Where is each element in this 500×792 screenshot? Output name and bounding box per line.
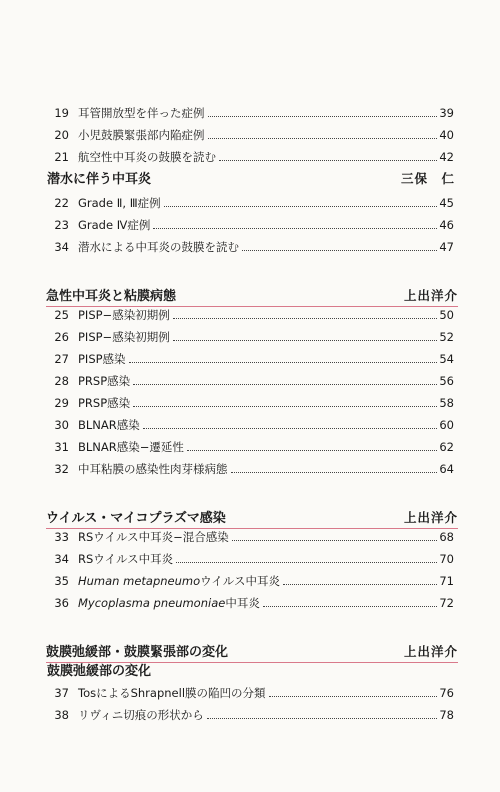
entry-number: 31	[54, 440, 69, 454]
page-number: 42	[439, 150, 454, 164]
page-number: 68	[439, 530, 454, 544]
page-number: 78	[439, 708, 454, 722]
toc-entry	[50, 370, 454, 388]
entry-title: 耳管開放型を伴った症例	[78, 106, 205, 120]
entry-number: 37	[54, 686, 69, 700]
dot-leader	[207, 718, 438, 719]
entry-title: リヴィニ切痕の形状から	[78, 708, 204, 722]
entry-title: 中耳粘膜の感染性肉芽様病態	[78, 462, 228, 476]
entry-number: 33	[54, 530, 69, 544]
dot-leader	[176, 562, 437, 563]
heading-author: 三保 仁	[400, 171, 455, 186]
heading-author: 上出洋介	[403, 510, 458, 525]
page-number: 58	[439, 396, 454, 410]
dot-leader	[173, 340, 438, 341]
heading-title: ウイルス・マイコプラズマ感染	[46, 511, 226, 526]
toc-entry	[50, 458, 454, 476]
entry-title: TosによるShrapnell膜の陥凹の分類	[78, 686, 266, 700]
dot-leader	[133, 384, 437, 385]
entry-number: 32	[54, 462, 69, 476]
entry-title: Grade Ⅱ, Ⅲ症例	[78, 196, 161, 210]
entry-number: 23	[54, 218, 69, 232]
toc-entry	[50, 348, 454, 366]
toc-entry	[50, 304, 454, 322]
entry-number: 34	[54, 240, 69, 254]
dot-leader	[242, 250, 437, 251]
page-number: 72	[439, 596, 454, 610]
entry-title: PRSP感染	[78, 396, 131, 410]
entry-title: 航空性中耳炎の鼓膜を読む	[78, 150, 216, 164]
toc-entry	[50, 146, 454, 164]
entry-title: RSウイルス中耳炎	[78, 552, 174, 566]
toc-entry	[50, 236, 454, 254]
page-number: 60	[439, 418, 454, 432]
entry-title: PISP−感染初期例	[78, 308, 170, 322]
entry-number: 35	[54, 574, 69, 588]
entry-number: 34	[54, 552, 69, 566]
toc-entry	[50, 592, 454, 610]
heading-title: 潜水に伴う中耳炎	[47, 172, 152, 187]
entry-number: 20	[54, 128, 69, 142]
page-number: 46	[439, 218, 454, 232]
dot-leader	[164, 206, 438, 207]
dot-leader	[187, 450, 437, 451]
entry-title: PISP−感染初期例	[78, 330, 170, 344]
entry-title: BLNAR感染	[78, 418, 140, 432]
page-number: 71	[439, 574, 454, 588]
entry-number: 29	[54, 396, 69, 410]
entry-number: 38	[54, 708, 69, 722]
entry-title-italic: Human metapneumo	[78, 574, 201, 588]
dot-leader	[232, 540, 438, 541]
page-number: 45	[439, 196, 454, 210]
page-number: 62	[439, 440, 454, 454]
toc-entry	[50, 124, 454, 142]
page-number: 39	[439, 106, 454, 120]
heading-title: 鼓膜弛緩部の変化	[47, 664, 152, 679]
heading-title: 鼓膜弛緩部・鼓膜緊張部の変化	[46, 645, 229, 660]
dot-leader	[133, 406, 437, 407]
entry-number: 36	[54, 596, 69, 610]
dot-leader	[208, 138, 438, 139]
page-number: 50	[439, 308, 454, 322]
entry-number: 28	[54, 374, 69, 388]
dot-leader	[231, 472, 438, 473]
page-number: 70	[439, 552, 454, 566]
page-number: 76	[439, 686, 454, 700]
entry-title: RSウイルス中耳炎−混合感染	[78, 530, 229, 544]
toc-entry	[50, 414, 454, 432]
toc-entry	[50, 392, 454, 410]
page-number: 56	[439, 374, 454, 388]
dot-leader	[153, 228, 437, 229]
page-number: 54	[439, 352, 454, 366]
page-number: 64	[439, 462, 454, 476]
entry-number: 22	[54, 196, 69, 210]
toc-entry	[50, 526, 454, 544]
entry-title-italic: Mycoplasma pneumoniae	[78, 596, 226, 610]
heading-author: 上出洋介	[403, 288, 458, 303]
entry-title: Mycoplasma pneumoniae中耳炎	[78, 596, 260, 610]
dot-leader	[129, 362, 438, 363]
dot-leader	[269, 696, 438, 697]
page-number: 40	[439, 128, 454, 142]
toc-entry	[50, 570, 454, 588]
entry-number: 27	[54, 352, 69, 366]
toc-entry	[50, 102, 454, 120]
heading-author: 上出洋介	[403, 644, 458, 659]
toc-entry	[50, 214, 454, 232]
subsection-heading	[47, 168, 455, 187]
entry-number: 21	[54, 150, 69, 164]
heading-title: 急性中耳炎と粘膜病態	[46, 289, 177, 304]
dot-leader	[219, 160, 437, 161]
toc-entry	[50, 548, 454, 566]
dot-leader	[208, 116, 438, 117]
page-number: 47	[439, 240, 454, 254]
dot-leader	[283, 584, 437, 585]
page-number: 52	[439, 330, 454, 344]
dot-leader	[173, 318, 438, 319]
entry-title: PISP感染	[78, 352, 126, 366]
entry-title: Grade Ⅳ症例	[78, 218, 151, 232]
entry-number: 25	[54, 308, 69, 322]
entry-title: Human metapneumoウイルス中耳炎	[78, 574, 280, 588]
subsection-heading	[47, 660, 455, 679]
entry-number: 30	[54, 418, 69, 432]
toc-entry	[50, 682, 454, 700]
entry-title: PRSP感染	[78, 374, 131, 388]
toc-entry	[50, 704, 454, 722]
entry-title: 小児鼓膜緊張部内陥症例	[78, 128, 205, 142]
toc-entry	[50, 436, 454, 454]
toc-entry	[50, 326, 454, 344]
dot-leader	[143, 428, 438, 429]
entry-number: 19	[54, 106, 69, 120]
entry-title: BLNAR感染−遷延性	[78, 440, 184, 454]
dot-leader	[263, 606, 438, 607]
entry-number: 26	[54, 330, 69, 344]
entry-title: 潜水による中耳炎の鼓膜を読む	[78, 240, 239, 254]
toc-entry	[50, 192, 454, 210]
